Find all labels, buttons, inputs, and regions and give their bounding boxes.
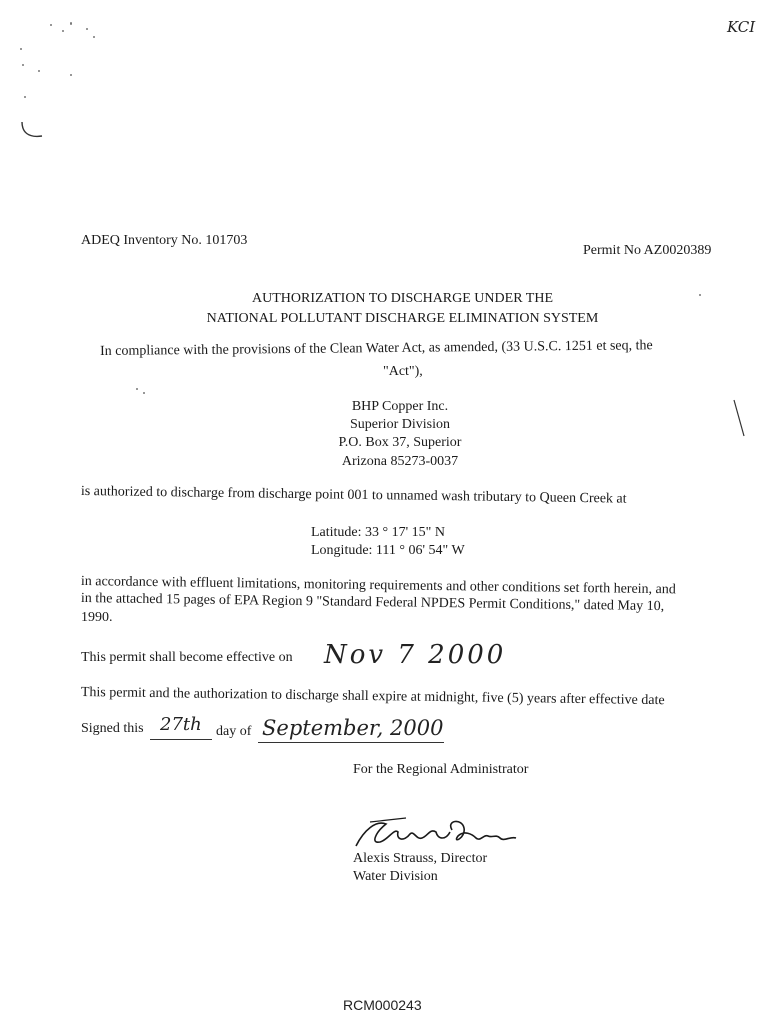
signed-month-handwritten: September, 2000 bbox=[262, 716, 444, 740]
longitude: Longitude: 111 ° 06' 54" W bbox=[311, 543, 465, 558]
expire-text: This permit and the authorization to discharge shall expire at midnight, five (5) years after effective date bbox=[80, 685, 665, 709]
latitude: Latitude: 33 ° 17' 15" N bbox=[311, 525, 445, 540]
permittee-division: Superior Division bbox=[350, 417, 450, 432]
permittee-address: P.O. Box 37, Superior bbox=[338, 435, 462, 450]
accordance-line2: in the attached 15 pages of EPA Region 9 "Standard Federal NPDES Permit Conditions," dated May 10, bbox=[80, 591, 665, 615]
document-title-line2: NATIONAL POLLUTANT DISCHARGE ELIMINATION SYSTEM bbox=[206, 311, 599, 326]
signed-label: Signed this bbox=[81, 721, 144, 736]
corner-mark: KCI bbox=[727, 18, 756, 36]
permit-number: Permit No AZ0020389 bbox=[583, 243, 712, 258]
compliance-line2: "Act"), bbox=[383, 364, 423, 379]
document-control-number: RCM000243 bbox=[343, 997, 422, 1013]
permittee-name: BHP Copper Inc. bbox=[351, 399, 449, 414]
authorized-text: is authorized to discharge from discharge point 001 to unnamed wash tributary to Queen Creek at bbox=[80, 484, 627, 507]
accordance-line3: 1990. bbox=[81, 610, 113, 625]
signed-day-handwritten: 27th bbox=[160, 714, 202, 735]
signatory-name-title: Alexis Strauss, Director bbox=[353, 851, 488, 866]
compliance-line1: In compliance with the provisions of the Clean Water Act, as amended, (33 U.S.C. 1251 et seq, the bbox=[100, 338, 653, 359]
for-regional-administrator: For the Regional Administrator bbox=[353, 762, 529, 777]
day-of-label: day of bbox=[216, 724, 252, 739]
effective-date-handwritten: Nov 7 2000 bbox=[324, 640, 507, 670]
inventory-number: ADEQ Inventory No. 101703 bbox=[81, 233, 248, 248]
scan-margin-line bbox=[730, 398, 750, 440]
document-title-line1: AUTHORIZATION TO DISCHARGE UNDER THE bbox=[252, 291, 553, 306]
effective-label: This permit shall become effective on bbox=[81, 650, 293, 665]
permittee-state-zip: Arizona 85273-0037 bbox=[341, 454, 459, 469]
accordance-line1: in accordance with effluent limitations, monitoring requirements and other conditions set forth herein, and bbox=[80, 574, 676, 598]
scan-edge-mark bbox=[18, 118, 48, 148]
signatory-division: Water Division bbox=[353, 869, 438, 884]
